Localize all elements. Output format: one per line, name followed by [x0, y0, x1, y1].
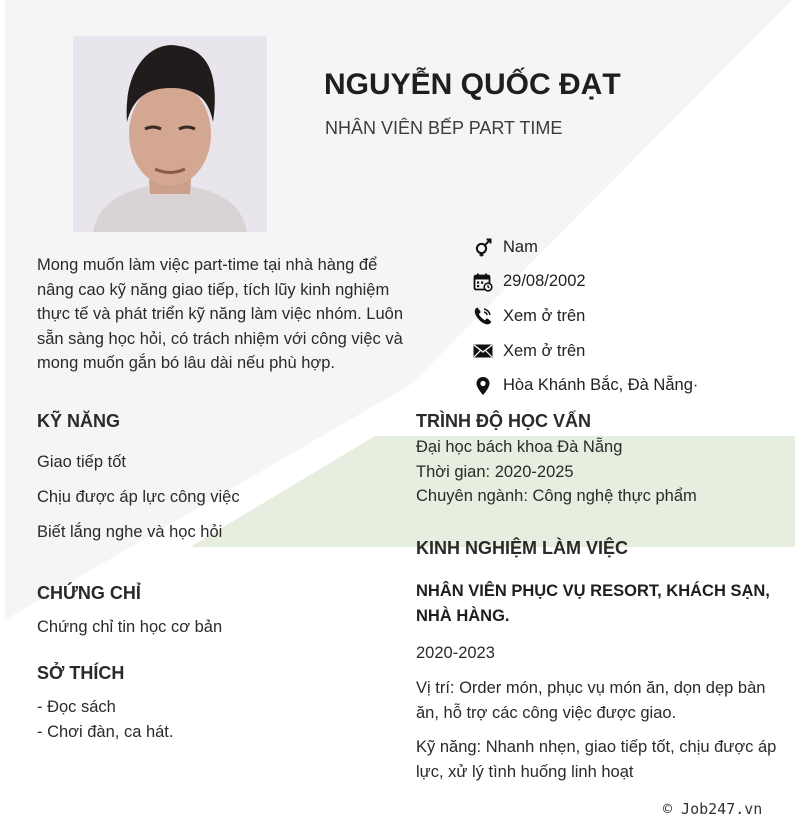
- experience-position: Vị trí: Order món, phục vụ món ăn, dọn dẹp bàn ăn, hỗ trợ các công việc được giao.: [416, 679, 766, 722]
- email-value: Xem ở trên: [503, 341, 586, 360]
- avatar: [73, 36, 267, 232]
- experience-title: KINH NGHIỆM LÀM VIỆC: [416, 538, 629, 558]
- education-school: Đại học bách khoa Đà Nẵng: [416, 438, 623, 456]
- certificate-item: Chứng chỉ tin học cơ bản: [37, 618, 223, 636]
- skill-item: Chịu được áp lực công việc: [37, 488, 240, 506]
- footer-copyright: © Job247.vn: [663, 800, 763, 818]
- education-period: Thời gian: 2020-2025: [416, 463, 574, 481]
- hobby-item: - Đọc sách: [37, 698, 116, 716]
- skill-item: Biết lắng nghe và học hỏi: [37, 523, 223, 541]
- job-title: NHÂN VIÊN BẾP PART TIME: [325, 118, 563, 138]
- hobby-item: - Chơi đàn, ca hát.: [37, 723, 174, 741]
- career-objective: Mong muốn làm việc part-time tại nhà hàng để nâng cao kỹ năng giao tiếp, tích lũy kinh nghiệm thực tế và phát triển kỹ năng làm việc nhóm. Luôn sẵn sàng học hỏi, có trách nhiệm với công việc và mong muốn gắn bó lâu dài nếu phù hợp.: [37, 256, 403, 372]
- email-icon: [472, 340, 494, 362]
- birthday-value: 29/08/2002: [503, 272, 586, 291]
- education-major: Chuyên ngành: Công nghệ thực phẩm: [416, 487, 697, 505]
- phone-value: Xem ở trên: [503, 306, 586, 325]
- skills-title: KỸ NĂNG: [37, 411, 121, 431]
- contact-phone: [472, 299, 792, 334]
- gender-value: Nam: [503, 237, 538, 256]
- contact-birthday: [472, 265, 792, 300]
- contact-address: [472, 368, 792, 403]
- skill-item: Giao tiếp tốt: [37, 453, 126, 471]
- location-icon: [472, 375, 494, 397]
- address-value: Hòa Khánh Bắc, Đà Nẵng·: [503, 376, 699, 395]
- contact-list: [472, 230, 792, 403]
- hobbies-title: SỞ THÍCH: [37, 663, 125, 683]
- experience-skills: Kỹ năng: Nhanh nhẹn, giao tiếp tốt, chịu được áp lực, xử lý tình huống linh hoạt: [416, 738, 777, 781]
- certificates-title: CHỨNG CHỈ: [37, 583, 141, 603]
- experience-period: 2020-2023: [416, 644, 495, 662]
- candidate-name: NGUYỄN QUỐC ĐẠT: [324, 68, 621, 101]
- contact-gender: [472, 230, 792, 265]
- contact-email: [472, 334, 792, 369]
- calendar-icon: [472, 271, 494, 293]
- profile-photo: [73, 36, 267, 232]
- gender-icon: [472, 236, 494, 258]
- education-title: TRÌNH ĐỘ HỌC VẤN: [416, 411, 591, 431]
- phone-icon: [472, 305, 494, 327]
- experience-company: NHÂN VIÊN PHỤC VỤ RESORT, KHÁCH SẠN, NHÀ HÀNG.: [416, 582, 770, 625]
